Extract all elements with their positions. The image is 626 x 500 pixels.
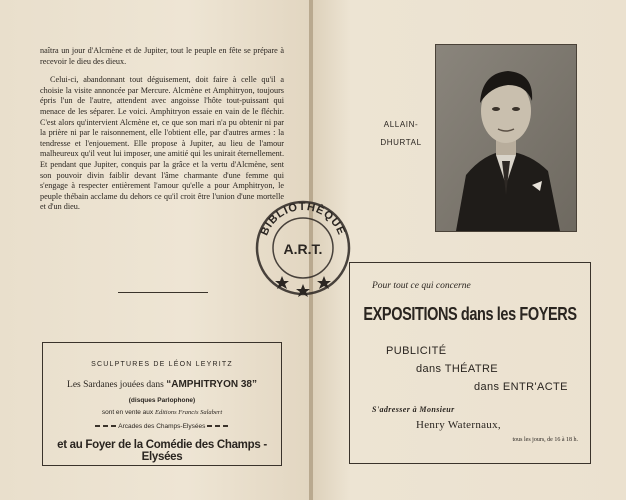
expositions-advertisement xyxy=(349,262,591,464)
photo-caption xyxy=(366,116,436,152)
ad-theatre: dans THÉATRE xyxy=(416,363,499,375)
paragraph: Celui-ci, abandonnant tout déguisement, doit faire à celle qu'il a choisie la visite annoncée par Mercure. Alcmène et Amphitryon, toujours épris l'un de l'autre, attendent avec angoisse l'hôte tout-puissant qui menace de les séparer. Le voici. Amphitryon essaie en vain de le fléchir. C'est alors qu'intervient Alcmène et, ce que son mari n'a pu obtenir ni par la prière ni par le raisonnement, elle l'obtient elle, par d'autres armes : la tendresse et l'enjouement. Elle propose à Jupiter, au lieu de l'amour malheureux qu'il veut lui imposer, une amitié qui les unirait éternellement. Et pendant que Jupiter, conquis par la grâce et la vertu d'Alcmène, sent son pouvoir divin faiblir devant l'âme charmante d'une femme qui s'engage à respecter entièrement l'amour qu'elle a pour Amphitryon, le peuple thébain acclame du dehors ce qu'il croit être l'union d'une mortelle et d'un dieu. xyxy=(40,75,284,212)
caption-line: DHURTAL xyxy=(380,138,422,147)
ad-hours: tous les jours, de 16 à 18 h. xyxy=(512,437,578,443)
ad-adresser: S'adresser à Monsieur xyxy=(372,405,455,414)
ad-amphitryon-title: “AMPHITRYON 38” xyxy=(166,379,257,390)
ad-vente-prefix: sont en vente aux xyxy=(101,409,155,416)
ad-arcades-text: Arcades des Champs-Elysées xyxy=(118,423,206,430)
ad-sculptures-line: SCULPTURES DE LÉON LEYRITZ xyxy=(91,361,233,368)
ad-sardanes-prefix: Les Sardanes jouées dans xyxy=(67,380,167,390)
ad-publicite: PUBLICITÉ xyxy=(386,345,447,357)
paragraph: naîtra un jour d'Alcmène et de Jupiter, tout le peuple en fête se prépare à recevoir le dieu des dieux. xyxy=(40,46,284,66)
library-stamp xyxy=(248,196,358,300)
ad-arcades-line xyxy=(43,423,281,430)
ad-entracte: dans ENTR'ACTE xyxy=(474,381,568,393)
ornament-right-icon xyxy=(207,423,229,429)
stamp-top-text: BIBLIOTHÈQUE xyxy=(258,200,348,238)
ad-pour-line: Pour tout ce qui concerne xyxy=(372,281,471,291)
ad-henry-waternaux: Henry Waternaux, xyxy=(416,419,501,431)
stamp-center-text: A.R.T. xyxy=(283,241,323,257)
ad-disques-line: (disques Parlophone) xyxy=(128,397,196,404)
ad-sardanes-line xyxy=(43,379,281,390)
sculptures-advertisement xyxy=(42,342,282,466)
ornament-left-icon xyxy=(95,423,117,429)
ad-expositions-title: EXPOSITIONS dans les FOYERS xyxy=(363,305,577,325)
section-divider xyxy=(118,292,208,293)
body-text xyxy=(40,46,284,221)
caption-line: ALLAIN- xyxy=(383,120,419,129)
stamp-star-icons xyxy=(275,276,331,297)
ad-editions: Editions Francis Salabert xyxy=(154,409,223,416)
ad-vente-line xyxy=(43,409,281,416)
ad-foyer-line: et au Foyer de la Comédie des Champs - Elysées xyxy=(57,439,267,463)
portrait-photo xyxy=(435,44,577,232)
